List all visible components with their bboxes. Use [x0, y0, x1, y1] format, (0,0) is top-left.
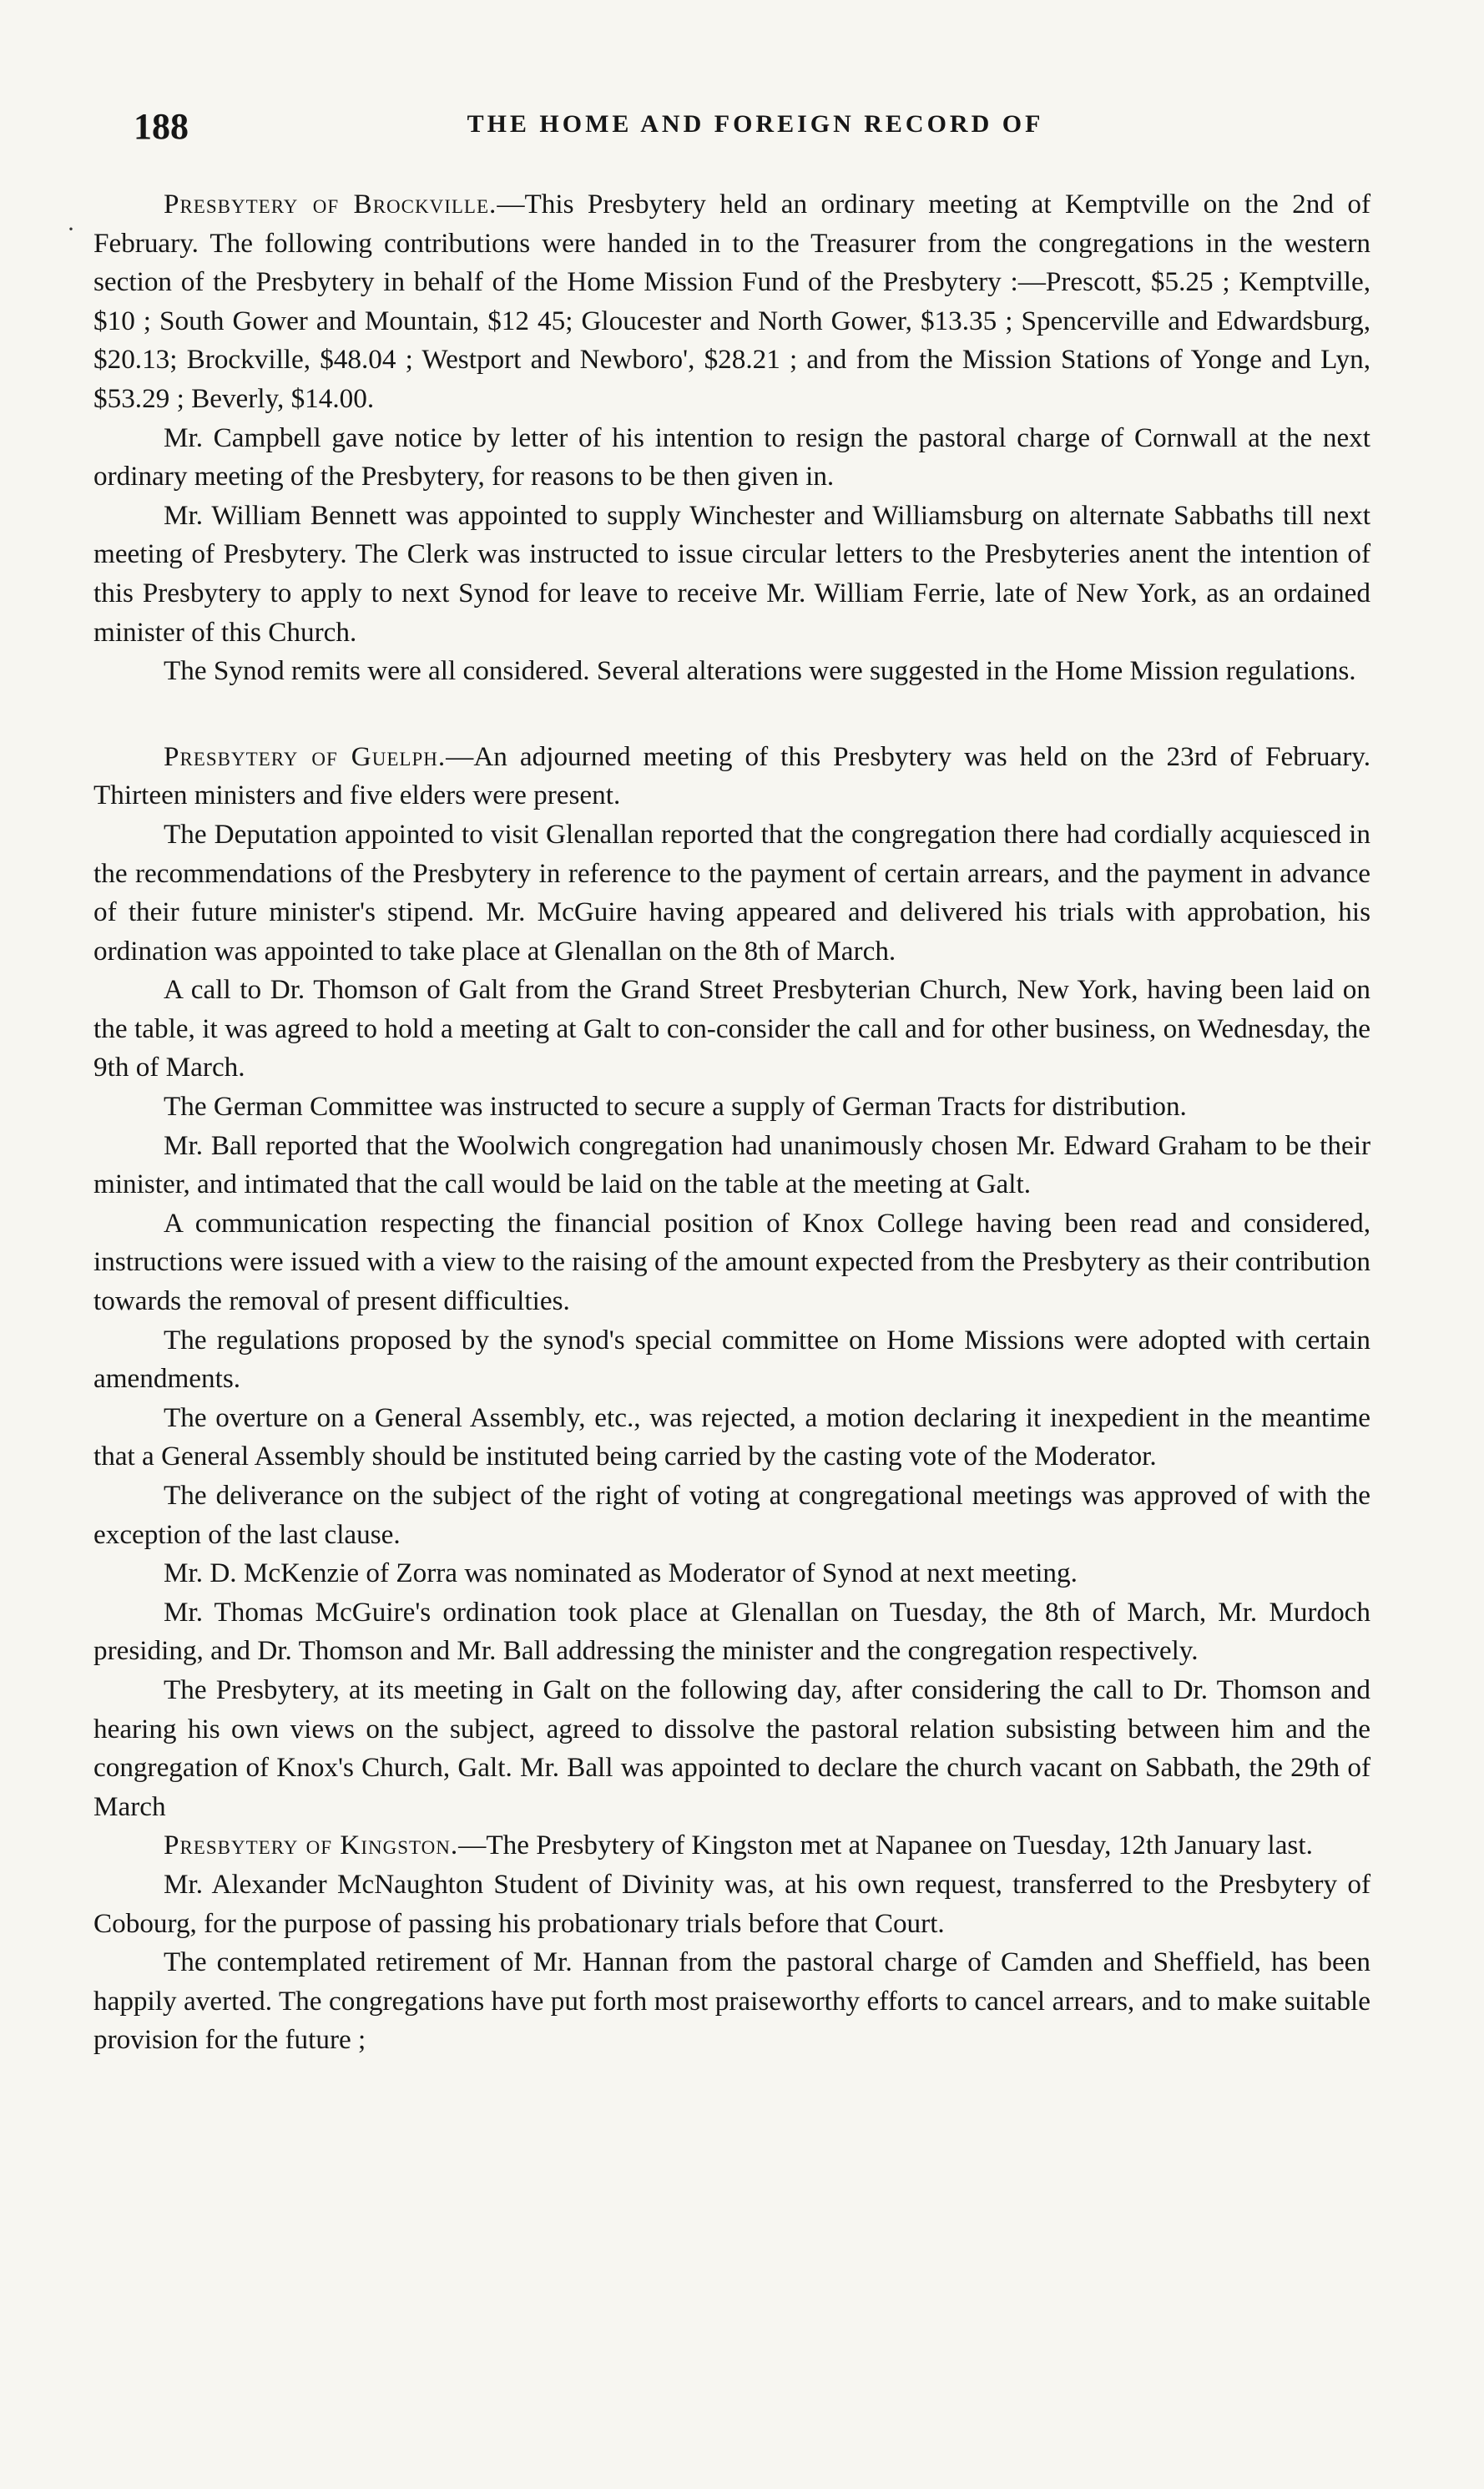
paragraph-text: —The Presbytery of Kingston met at Napanee on Tuesday, 12th January last.	[458, 1830, 1313, 1861]
paragraph-text: The Deputation appointed to visit Glenallan reported that the congregation there had cordially acquiesced in the recommendations of the Presbytery in reference to the payment of certain arrears, and the payment in advance of their future minister's stipend. Mr. McGuire having appeared and delivered his trials with approbation, his ordination was appointed to take place at Glenallan on the 8th of March.	[93, 818, 1370, 967]
paragraph-text: —This Presbytery held an ordinary meeting at Kemptville on the 2nd of February. The following contributions were handed in to the Treasurer from the congregations in the western section of the Presbytery in behalf of the Home Mission Fund of the Presbytery :—Prescott, $5.25 ; Kemptville, $10 ; South Gower and Mountain, $12 45; Gloucester and North Gower, $13.35 ; Spencerville and Edwardsburg, $20.13; Brockville, $48.04 ; Westport and Newboro', $28.21 ; and from the Mission Stations of Yonge and Lyn, $53.29 ; Beverly, $14.00.	[93, 189, 1370, 414]
paragraph	[93, 1477, 1370, 1554]
paragraph	[93, 1127, 1370, 1204]
paragraph-text: Mr. Ball reported that the Woolwich congregation had unanimously chosen Mr. Edward Graham to be their minister, and intimated that the call would be laid on the table at the meeting at Galt.	[93, 1129, 1370, 1200]
paragraph-text: Mr. William Bennett was appointed to supply Winchester and Williamsburg on alternate Sabbaths till next meeting of Presbytery. The Clerk was instructed to issue circular letters to the Presbyteries anent the intention of this Presbytery to apply to next Synod for leave to receive Mr. William Ferrie, late of New York, as an ordained minister of this Church.	[93, 499, 1370, 648]
paragraph	[93, 1593, 1370, 1671]
section-lead: Presbytery of Guelph.	[164, 740, 447, 772]
paragraph	[93, 1088, 1370, 1127]
paragraph-text: A call to Dr. Thomson of Galt from the Grand Street Presbyterian Church, New York, having been laid on the table, it was agreed to hold a meeting at Galt to con-consider the call and for other business, on Wednesday, the 9th of March.	[93, 974, 1370, 1083]
paragraph	[93, 1671, 1370, 1826]
paragraph-text: The German Committee was instructed to secure a supply of German Tracts for distribution.	[164, 1091, 1187, 1123]
paragraph	[93, 1943, 1370, 2060]
paragraph	[93, 652, 1370, 691]
paragraph	[93, 419, 1370, 497]
paragraph-text: The contemplated retirement of Mr. Hannan from the pastoral charge of Camden and Sheffield, has been happily averted. The congregations have put forth most praiseworthy efforts to cancel arrears, and to make suitable provision for the future ;	[93, 1946, 1370, 2056]
page-header	[134, 105, 1377, 155]
paragraph	[93, 1554, 1370, 1593]
paragraph-text: The Synod remits were all considered. Several alterations were suggested in the Home Mission regulations.	[164, 655, 1356, 687]
paragraph-text: The regulations proposed by the synod's special committee on Home Missions were adopted with certain amendments.	[93, 1324, 1370, 1395]
paragraph	[93, 185, 1370, 419]
paragraph	[93, 1321, 1370, 1399]
paragraph	[93, 971, 1370, 1088]
paragraph	[93, 497, 1370, 652]
paragraph-text: The overture on a General Assembly, etc., was rejected, a motion declaring it inexpedient in the meantime that a General Assembly should be instituted being carried by the casting vote of the Moderator.	[93, 1401, 1370, 1472]
paragraph-text: —An adjourned meeting of this Presbytery was held on the 23rd of February. Thirteen ministers and five elders were present.	[93, 740, 1370, 811]
paragraph	[93, 738, 1370, 815]
section-lead: Presbytery of Brockville.	[164, 189, 497, 220]
paragraph-text: A communication respecting the financial position of Knox College having been read and considered, instructions were issued with a view to the raising of the amount expected from the Presbytery as their contribution towards the removal of present difficulties.	[93, 1207, 1370, 1317]
paragraph-text: The Presbytery, at its meeting in Galt on the following day, after considering the call to Dr. Thomson and hearing his own views on the subject, agreed to dissolve the pastoral relation subsisting between him and the congregation of Knox's Church, Galt. Mr. Ball was appointed to declare the church vacant on Sabbath, the 29th of March	[93, 1674, 1370, 1822]
paragraph-text: Mr. D. McKenzie of Zorra was nominated as Moderator of Synod at next meeting.	[164, 1558, 1078, 1589]
paragraph-text: Mr. Campbell gave notice by letter of his intention to resign the pastoral charge of Cornwall at the next ordinary meeting of the Presbytery, for reasons to be then given in.	[93, 422, 1370, 492]
paragraph-text: Mr. Alexander McNaughton Student of Divinity was, at his own request, transferred to the Presbytery of Cobourg, for the purpose of passing his probationary trials before that Court.	[93, 1868, 1370, 1939]
margin-dot: ·	[67, 215, 75, 243]
article-body	[93, 185, 1370, 2060]
paragraph	[93, 1826, 1370, 1865]
paragraph	[93, 1865, 1370, 1943]
paragraph-text: Mr. Thomas McGuire's ordination took place at Glenallan on Tuesday, the 8th of March, Mr. Murdoch presiding, and Dr. Thomson and Mr. Ball addressing the minister and the congregation respectively.	[93, 1596, 1370, 1667]
paragraph	[93, 1204, 1370, 1321]
page-number: 188	[134, 106, 189, 147]
section-lead: Presbytery of Kingston.	[164, 1830, 459, 1861]
paragraph	[93, 1399, 1370, 1477]
running-title: THE HOME AND FOREIGN RECORD OF	[467, 110, 1044, 138]
paragraph	[93, 815, 1370, 971]
paragraph-text: The deliverance on the subject of the right of voting at congregational meetings was approved of with the exception of the last clause.	[93, 1480, 1370, 1550]
